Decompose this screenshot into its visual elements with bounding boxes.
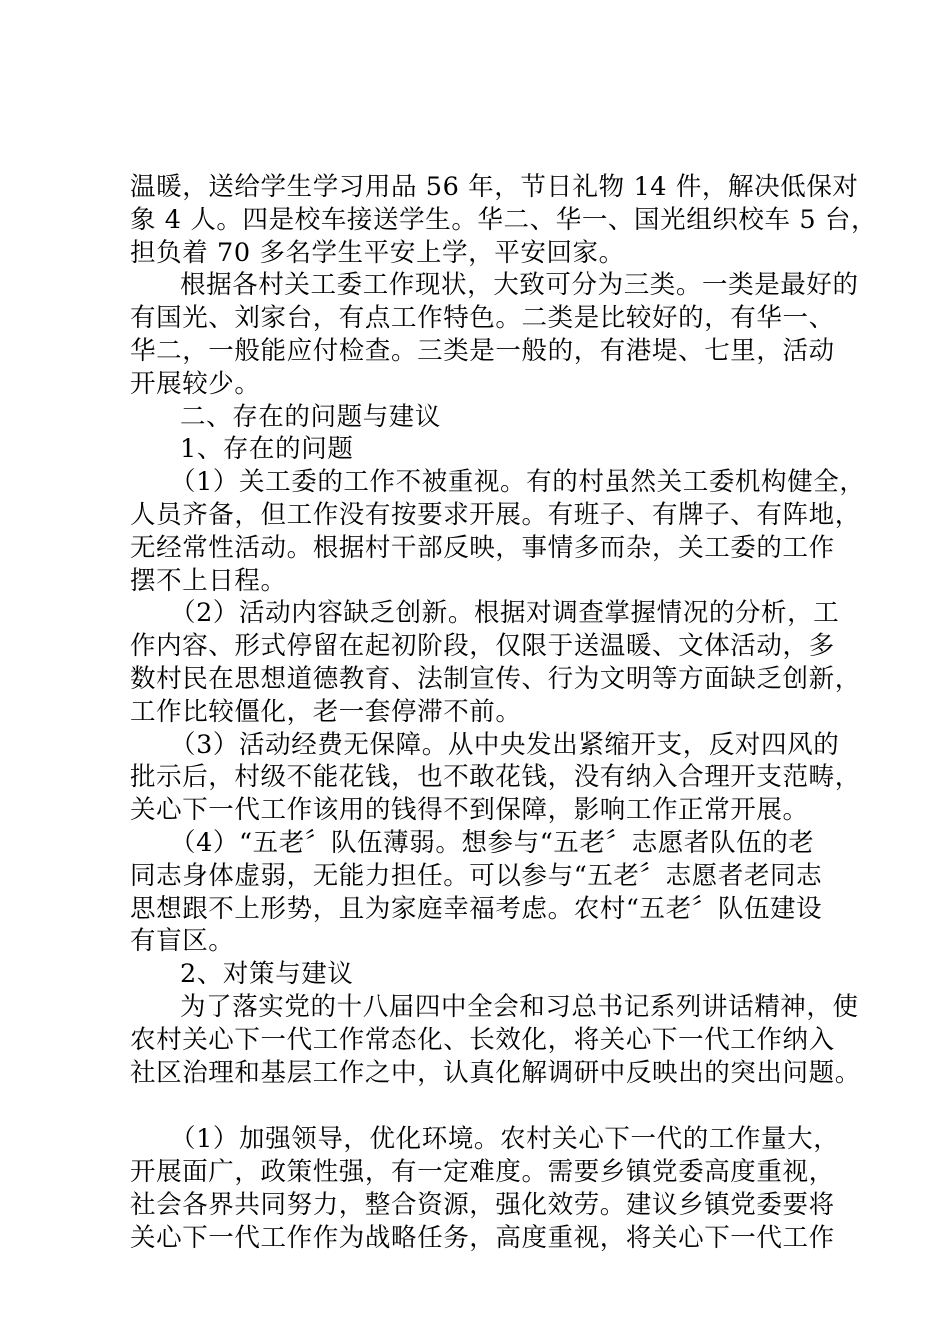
paragraph-gap	[130, 1089, 860, 1123]
paragraph-line: （1）关工委的工作不被重视。有的村虽然关工委机构健全，	[170, 467, 866, 498]
body-text	[130, 171, 878, 1255]
paragraph-line: 社区治理和基层工作之中，认真化解调研中反映出的突出问题。	[130, 1057, 861, 1088]
paragraph-line: （1）加强领导，优化环境。农村关心下一代的工作量大，	[170, 1124, 840, 1155]
paragraph-line: 有盲区。	[130, 926, 235, 957]
paragraph-line: 同志身体虚弱，无能力担任。可以参与“五老〞志愿者老同志	[130, 860, 823, 891]
paragraph-line: 关心下一代工作作为战略任务，高度重视，将关心下一代工作	[130, 1222, 835, 1253]
subsection-heading: 1、存在的问题	[180, 434, 354, 465]
paragraph-line: 温暖，送给学生学习用品 56 年，节日礼物 14 件，解决低保对	[130, 172, 859, 202]
section-heading: 二、存在的问题与建议	[180, 401, 442, 432]
paragraph-line: 开展面广，政策性强，有一定难度。需要乡镇党委高度重视，	[130, 1157, 835, 1188]
paragraph-line: 批示后，村级不能花钱，也不敢花钱，没有纳入合理开支范畴，	[130, 762, 861, 793]
paragraph-line: 摆不上日程。	[130, 565, 287, 596]
paragraph-line: 象 4 人。四是校车接送学生。华二、华一、国光组织校车 5 台，	[130, 204, 878, 235]
paragraph-line: 华二，一般能应付检查。三类是一般的，有港堤、七里，活动	[130, 335, 835, 366]
paragraph-line: 农村关心下一代工作常态化、长效化，将关心下一代工作纳入	[130, 1024, 835, 1055]
paragraph-line: （2）活动内容缺乏创新。根据对调查掌握情况的分析，工	[170, 598, 840, 629]
paragraph-line: 开展较少。	[130, 368, 261, 399]
paragraph-line: 人员齐备，但工作没有按要求开展。有班子、有牌子、有阵地，	[130, 499, 861, 530]
paragraph-line: 有国光、刘家台，有点工作特色。二类是比较好的，有华一、	[130, 303, 835, 334]
paragraph-line: 作内容、形式停留在起初阶段，仅限于送温暖、文体活动，多	[130, 631, 835, 662]
paragraph-line: 思想跟不上形势，且为家庭幸福考虑。农村“五老〞队伍建设	[130, 893, 823, 924]
subsection-heading: 2、对策与建议	[180, 959, 354, 990]
paragraph-line: 工作比较僵化，老一套停滞不前。	[130, 696, 522, 727]
paragraph-line: 根据各村关工委工作现状，大致可分为三类。一类是最好的	[180, 270, 859, 301]
paragraph-line: 无经常性活动。根据村干部反映，事情多而杂，关工委的工作	[130, 532, 835, 563]
paragraph-line: （3）活动经费无保障。从中央发出紧缩开支，反对四风的	[170, 729, 840, 760]
paragraph-line: 为了落实党的十八届四中全会和习总书记系列讲话精神，使	[180, 991, 859, 1022]
paragraph-line: 社会各界共同努力，整合资源，强化效劳。建议乡镇党委要将	[130, 1189, 835, 1220]
paragraph-line: （4）“五老〞队伍薄弱。想参与“五老〞志愿者队伍的老	[170, 827, 815, 858]
paragraph-line: 担负着 70 多名学生平安上学，平安回家。	[130, 237, 625, 268]
paragraph-line: 数村民在思想道德教育、法制宣传、行为文明等方面缺乏创新，	[130, 663, 861, 694]
paragraph-line: 关心下一代工作该用的钱得不到保障，影响工作正常开展。	[130, 795, 809, 826]
